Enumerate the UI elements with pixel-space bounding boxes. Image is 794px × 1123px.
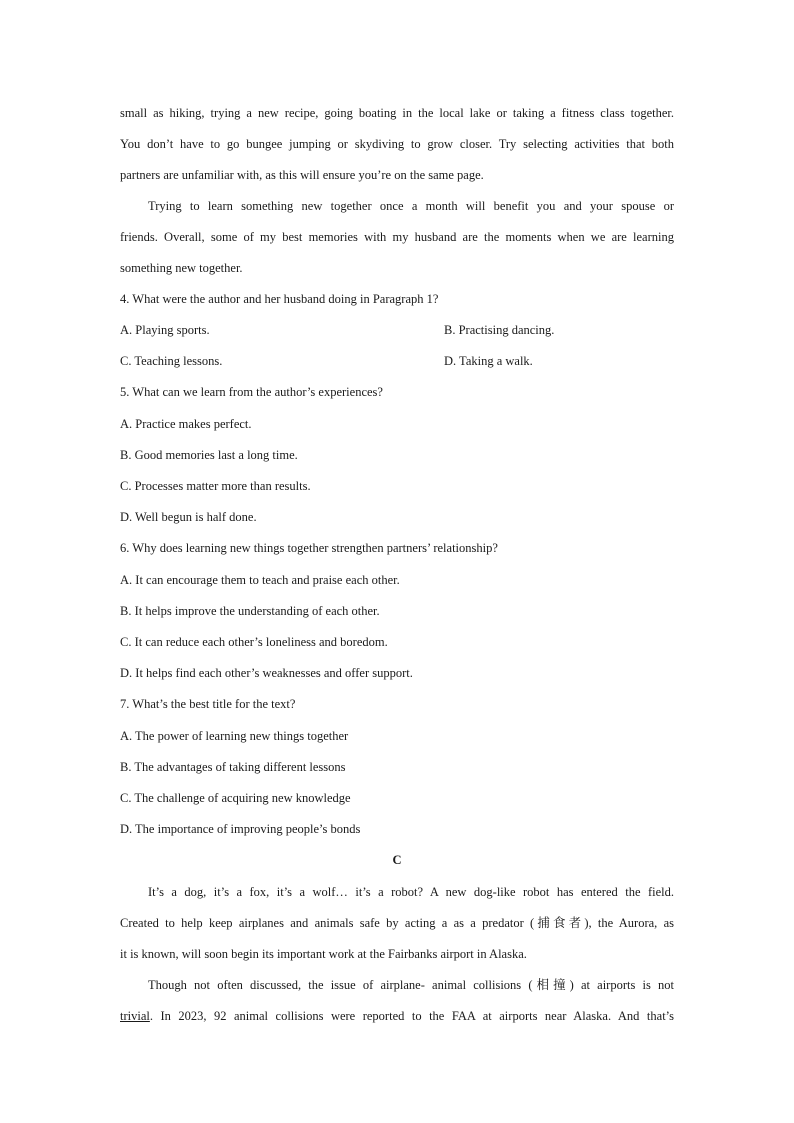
answer-option: D. The importance of improving people’s bonds [120,822,361,836]
answer-option: D. Well begun is half done. [120,510,257,524]
answer-option: D. It helps find each other’s weaknesses and offer support. [120,666,413,680]
passage-line: It’s a dog, it’s a fox, it’s a wolf… it’s a robot? A new dog-like robot has entered the field. [148,885,674,899]
answer-option: B. Practising dancing. [444,323,555,337]
answer-option: C. Processes matter more than results. [120,479,311,493]
underlined-word: trivial [120,1009,150,1023]
answer-option: C. Teaching lessons. [120,354,223,368]
answer-option: A. The power of learning new things together [120,729,349,743]
question-stem: 4. What were the author and her husband doing in Paragraph 1? [120,292,439,306]
answer-option: C. It can reduce each other’s loneliness and boredom. [120,635,388,649]
answer-option: A. Playing sports. [120,323,210,337]
answer-option: B. It helps improve the understanding of each other. [120,604,380,618]
passage-line: small as hiking, trying a new recipe, going boating in the local lake or taking a fitness class together. [120,106,674,120]
passage-line: partners are unfamiliar with, as this will ensure you’re on the same page. [120,168,484,182]
answer-option: A. Practice makes perfect. [120,417,252,431]
passage-line: You don’t have to go bungee jumping or skydiving to grow closer. Try selecting activities that both [120,137,674,151]
answer-option: A. It can encourage them to teach and praise each other. [120,573,400,587]
question-stem: 7. What’s the best title for the text? [120,697,296,711]
passage-line: Created to help keep airplanes and animals safe by acting a as a predator (捕食者), the Aurora, as [120,916,674,930]
passage-line-rest: . In 2023, 92 animal collisions were reported to the FAA at airports near Alaska. And that’s [149,1009,674,1023]
passage-line: Trying to learn something new together once a month will benefit you and your spouse or [148,199,674,213]
answer-option: C. The challenge of acquiring new knowledge [120,791,351,805]
question-stem: 5. What can we learn from the author’s experiences? [120,385,383,399]
section-heading: C [392,853,402,867]
passage-line: something new together. [120,261,243,275]
passage-line: it is known, will soon begin its important work at the Fairbanks airport in Alaska. [120,947,527,961]
passage-line [120,1007,674,1025]
passage-line: Though not often discussed, the issue of airplane- animal collisions (相撞) at airports is not [148,978,674,992]
answer-option: D. Taking a walk. [444,354,533,368]
answer-option: B. The advantages of taking different lessons [120,760,346,774]
question-stem: 6. Why does learning new things together strengthen partners’ relationship? [120,541,498,555]
passage-line: friends. Overall, some of my best memories with my husband are the moments when we are learning [120,230,674,244]
answer-option: B. Good memories last a long time. [120,448,298,462]
